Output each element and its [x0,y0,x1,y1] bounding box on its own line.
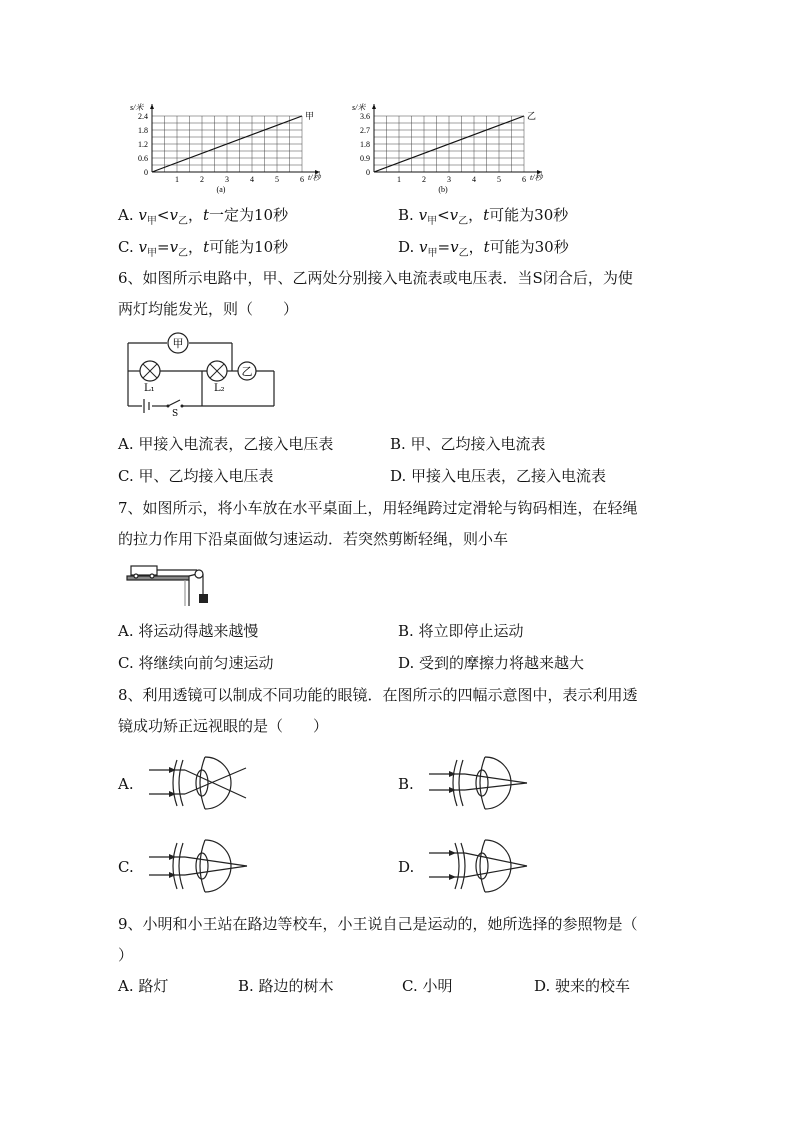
q7-option-a: A. 将运动得越来越慢 [118,622,259,640]
series-label: 乙 [527,112,537,122]
svg-text:L₁: L₁ [144,383,155,394]
q7-option-b: B. 将立即停止运动 [398,622,524,640]
series-label: 甲 [305,112,315,122]
q8-stem-line2: 镜成功矫正远视眼的是（ ） [118,717,329,735]
q6-stem-line2: 两灯均能发光，则（ ） [118,300,299,318]
q8-label-a: A. [118,775,134,793]
svg-text:乙: 乙 [241,365,253,378]
eye-diagram-b [425,752,540,814]
y-axis-arrow-icon [150,104,154,109]
x-tick-label: 5 [275,175,279,184]
y-tick-label: 0.9 [360,154,370,163]
x-tick-label: 1 [397,175,401,184]
q8-stem-line1: 8、利用透镜可以制成不同功能的眼镜．在图所示的四幅示意图中，表示利用透 [118,686,638,704]
x-tick-label: 6 [522,175,526,184]
y-tick-label: 0 [144,168,148,177]
eye-diagram-a [145,752,260,814]
y-tick-label: 2.7 [360,126,370,135]
x-tick-label: 5 [497,175,501,184]
q9-stem-line1: 9、小明和小王站在路边等校车，小王说自己是运动的，她所选择的参照物是（ [118,915,638,933]
y-tick-label: 0 [366,168,370,177]
y-tick-label: 1.8 [360,140,370,149]
q7-option-c: C. 将继续向前匀速运动 [118,654,274,672]
meter-jia-icon [168,333,188,353]
lamp-l1-icon [140,361,160,394]
q6-stem-line1: 6、如图所示电路中，甲、乙两处分别接入电流表或电压表．当S闭合后，为使 [118,269,633,287]
q9-option-a: A. 路灯 [118,977,169,995]
x-tick-label: 6 [300,175,304,184]
cart-pulley-diagram [125,560,215,610]
q7-stem-line2: 的拉力作用下沿桌面做匀速运动．若突然剪断轻绳，则小车 [118,530,509,548]
x-tick-label: 3 [225,175,229,184]
y-tick-label: 1.8 [138,126,148,135]
q9-stem-line2: ） [118,946,134,964]
q5-option-b: B. $v_甲<v_乙$，t可能为30秒 [398,206,569,227]
graph-caption: (a) [216,185,226,194]
q5-option-c: C. $v_甲=v_乙$，t可能为10秒 [118,238,289,259]
y-tick-label: 3.6 [360,112,370,121]
y-tick-label: 2.4 [138,112,148,121]
x-tick-label: 3 [447,175,451,184]
x-axis-label: t/秒 [530,173,543,182]
graph-b [340,96,555,196]
q5-option-d: D. $v_甲=v_乙$，t可能为30秒 [398,238,569,259]
q6-option-a: A. 甲接入电流表，乙接入电压表 [118,435,334,453]
svg-text:L₂: L₂ [214,383,225,394]
q7-stem-line1: 7、如图所示，将小车放在水平桌面上，用轻绳跨过定滑轮与钩码相连，在轻绳 [118,499,638,517]
y-axis-label: s/米 [130,103,144,112]
q6-option-c: C. 甲、乙均接入电压表 [118,467,274,485]
graph-a [118,96,333,196]
x-tick-label: 1 [175,175,179,184]
y-axis-arrow-icon [372,104,376,109]
q9-option-b: B. 路边的树木 [238,977,334,995]
q8-label-c: C. [118,858,134,876]
x-axis-label: t/秒 [308,173,321,182]
q9-option-c: C. 小明 [402,977,453,995]
eye-diagram-c [145,835,260,897]
q6-option-b: B. 甲、乙均接入电流表 [390,435,546,453]
y-axis-label: s/米 [352,103,366,112]
q8-label-d: D. [398,858,415,876]
q8-label-b: B. [398,775,414,793]
graph-caption: (b) [438,185,448,194]
x-tick-label: 2 [422,175,426,184]
meter-yi-icon [238,362,256,380]
svg-text:甲: 甲 [172,337,184,350]
q9-option-d: D. 驶来的校车 [534,977,631,995]
hook-weight-icon [199,594,208,603]
y-tick-label: 0.6 [138,154,148,163]
x-tick-label: 2 [200,175,204,184]
q7-option-d: D. 受到的摩擦力将越来越大 [398,654,585,672]
circuit-diagram [122,333,282,419]
eye-diagram-d [425,835,540,897]
svg-text:S: S [172,409,179,419]
y-tick-label: 1.2 [138,140,148,149]
x-tick-label: 4 [472,175,476,184]
lamp-l2-icon [207,361,227,394]
x-tick-label: 4 [250,175,254,184]
q5-option-a: A. $v_甲<v_乙$，t一定为10秒 [118,206,289,227]
q6-option-d: D. 甲接入电压表，乙接入电流表 [390,467,607,485]
switch-icon [167,400,184,419]
